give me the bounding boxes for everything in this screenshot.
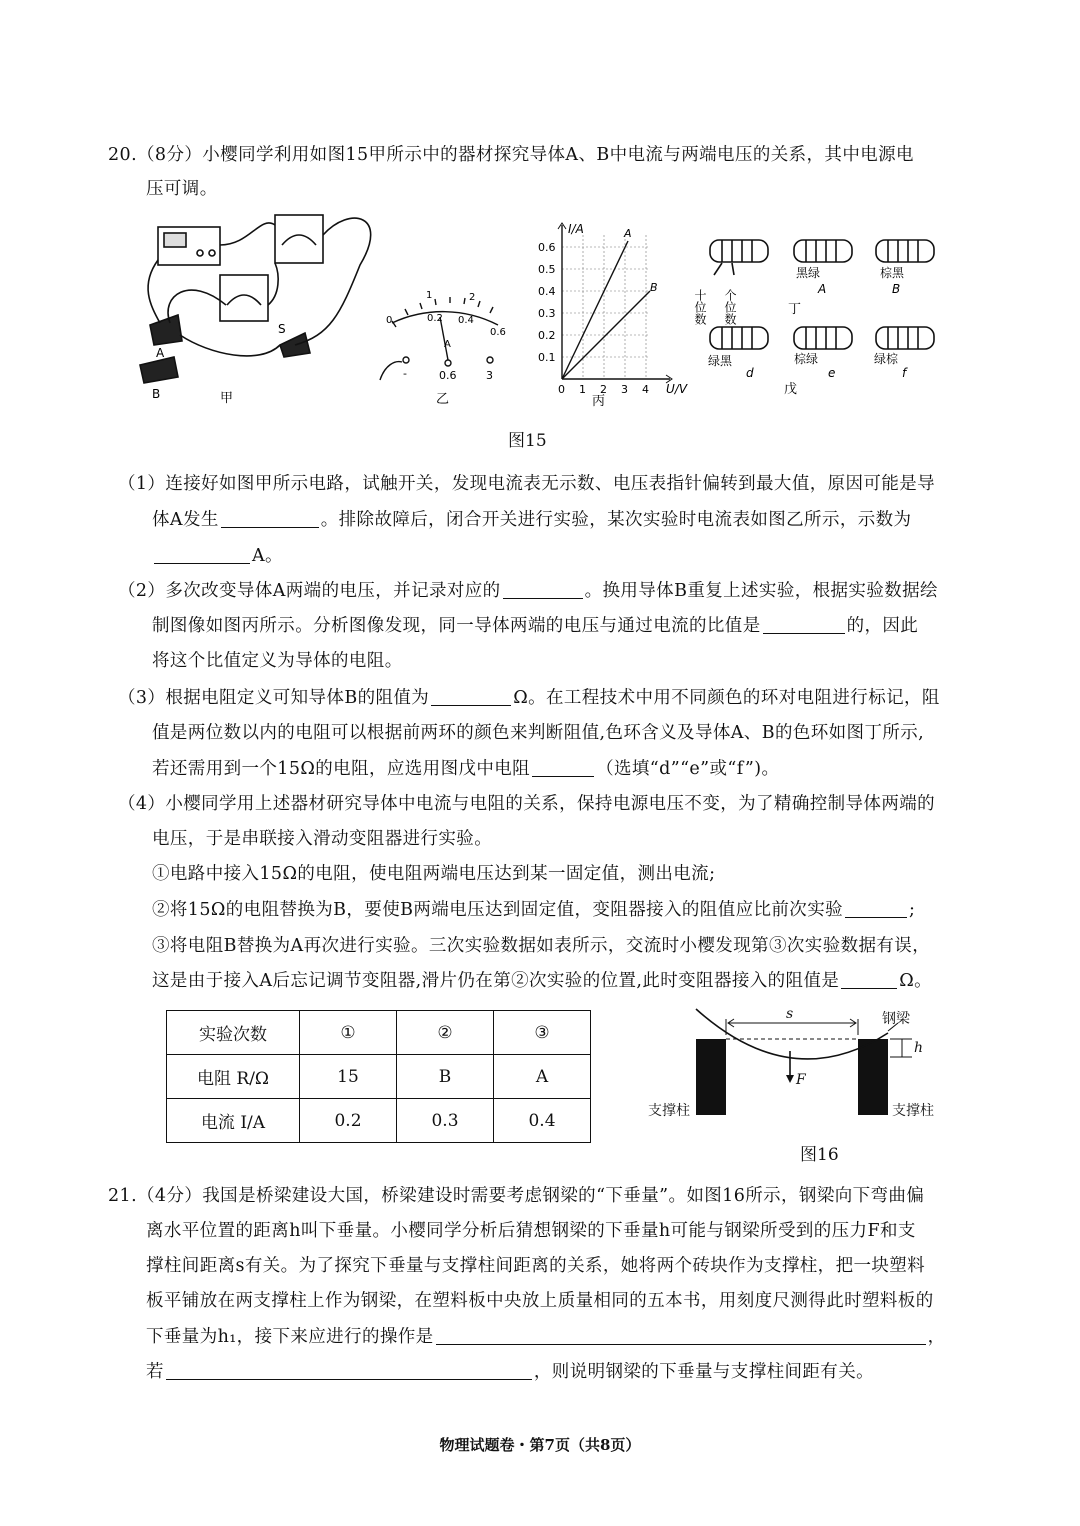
graph-xtick: 4	[642, 383, 649, 396]
q20-part4-step3-cont	[152, 969, 932, 993]
q20-part1-line3	[152, 544, 283, 568]
ammeter-tick-0.6: 0.6	[490, 327, 506, 338]
graph-xtick: 2	[600, 383, 607, 396]
circuit-diagram-jia	[140, 215, 371, 383]
q21-text-d: ，则说明钢梁的下垂量与支撑柱间距有关。	[533, 1362, 875, 1382]
graph-xtick: 0	[558, 383, 565, 396]
ring-A-name: A	[818, 282, 827, 296]
table-row	[167, 1011, 591, 1055]
q20-part2-text-c: 制图像如图丙所示。分析图像发现，同一导体两端的电压与通过电流的比值是	[152, 616, 761, 636]
table-cell: B	[397, 1055, 494, 1099]
q21-line2: 离水平位置的距离h叫下垂量。小樱同学分析后猜想钢梁的下垂量h可能与钢梁所受到的压力F和支	[146, 1221, 916, 1241]
table-row	[167, 1099, 591, 1143]
q20-part4-text-b: ;	[909, 900, 916, 920]
table-cell: 0.4	[494, 1099, 591, 1143]
q21-line3: 撑柱间距离s有关。为了探究下垂量与支撑柱间距离的关系，她将两个砖块作为支撑柱，把一块塑料	[146, 1256, 926, 1276]
ring-f-colors: 绿棕	[874, 352, 899, 366]
fig16-beam-label: 钢梁	[882, 1011, 910, 1027]
ammeter-tick-0.2: 0.2	[427, 313, 443, 324]
q20-part2-text-d: 的，因此	[846, 616, 919, 636]
q21-line5	[146, 1325, 946, 1349]
answer-blank-5[interactable]	[431, 687, 511, 706]
table-cell: A	[494, 1055, 591, 1099]
ring-B-name: B	[892, 282, 901, 296]
q20-part3-text-c: 若还需用到一个15Ω的电阻，应选用图戊中电阻	[152, 759, 531, 779]
graph-ytick: 0.4	[538, 285, 556, 298]
q20-part4-line2: 电压，于是串联接入滑动变阻器进行实验。	[152, 829, 493, 849]
graph-ytick: 0.2	[538, 329, 556, 342]
answer-blank-3[interactable]	[503, 580, 583, 599]
fig16-s-label: s	[786, 1006, 794, 1022]
table-cell: 电阻 R/Ω	[167, 1055, 300, 1099]
answer-blank-10[interactable]	[166, 1361, 532, 1380]
table-row	[167, 1055, 591, 1099]
fig16-right-post-label: 支撑柱	[892, 1103, 934, 1119]
table-cell: 15	[300, 1055, 397, 1099]
table-cell: 0.3	[397, 1099, 494, 1143]
page-footer: 物理试题卷・第7页（共8页）	[439, 1436, 641, 1454]
q20-part2-text-b: 。换用导体B重复上述实验，根据实验数据绘	[584, 581, 938, 601]
ring-one-digit-label: 个位数	[723, 289, 737, 325]
iu-graph-bing	[558, 223, 672, 383]
q20-part2-text-a: （2）多次改变导体A两端的电压，并记录对应的	[118, 581, 501, 601]
label-wu: 戊	[784, 382, 798, 397]
q21-line1: 21.（4分）我国是桥梁建设大国，桥梁建设时需要考虑钢梁的“下垂量”。如图16所示，钢梁向下弯曲偏	[108, 1186, 925, 1206]
q20-part4-step1: ①电路中接入15Ω的电阻，使电阻两端电压达到某一固定值，测出电流;	[152, 864, 716, 884]
q20-part1-text-a: 体A发生	[152, 510, 219, 530]
answer-blank-2[interactable]	[154, 545, 250, 564]
experiment-data-table	[166, 1010, 591, 1143]
graph-ytick: 0.1	[538, 351, 556, 364]
ring-B-colors: 棕黑	[880, 266, 905, 280]
figure-16-caption: 图16	[800, 1145, 839, 1165]
q20-part3-line1	[118, 686, 940, 710]
answer-blank-8[interactable]	[841, 970, 897, 989]
ring-d-name: d	[746, 366, 754, 380]
figure-15	[130, 205, 950, 415]
table-cell: 0.2	[300, 1099, 397, 1143]
ammeter-terminal-3: 3	[486, 369, 493, 382]
ammeter-terminal-neg: -	[403, 367, 407, 380]
q20-part1-line2	[152, 508, 911, 532]
ammeter-tick-0.4: 0.4	[458, 315, 474, 326]
graph-ytick: 0.5	[538, 263, 556, 276]
graph-line-B-label: B	[650, 281, 658, 294]
q20-part1-line1: （1）连接好如图甲所示电路，试触开关，发现电流表无示数、电压表指针偏转到最大值，原因可能是导	[118, 474, 936, 494]
graph-xtick: 1	[579, 383, 586, 396]
label-bing: 丙	[592, 394, 606, 409]
ammeter-tick-1: 1	[426, 290, 433, 301]
ring-e-name: e	[828, 366, 836, 380]
answer-blank-9[interactable]	[436, 1326, 926, 1345]
graph-ytick: 0.6	[538, 241, 556, 254]
answer-blank-1[interactable]	[221, 509, 319, 528]
q20-part4-text-a: ②将15Ω的电阻替换为B，要使B两端电压达到固定值，变阻器接入的阻值应比前次实验	[152, 900, 843, 920]
ammeter-terminal-0.6: 0.6	[439, 369, 457, 382]
answer-blank-4[interactable]	[763, 615, 845, 634]
q20-part4-step3: ③将电阻B替换为A再次进行实验。三次实验数据如表所示，交流时小樱发现第③次实验数据有误，	[152, 936, 931, 956]
fig16-left-post-label: 支撑柱	[648, 1103, 690, 1119]
q21-line4: 板平铺放在两支撑柱上作为钢梁，在塑料板中央放上质量相同的五本书，用刻度尺测得此时塑料板的	[146, 1291, 934, 1311]
graph-xlabel: U/V	[666, 382, 688, 396]
ring-A-colors: 黑绿	[796, 266, 821, 280]
q21-line6	[146, 1360, 874, 1384]
q20-part3-line3	[152, 757, 779, 781]
label-ding: 丁	[788, 302, 802, 317]
q21-text-b: ，	[927, 1327, 946, 1347]
graph-xtick: 3	[621, 383, 628, 396]
label-A-jia: A	[156, 346, 165, 360]
ring-ten-digit-label: 十位数	[693, 289, 707, 325]
q20-part3-text-a: （3）根据电阻定义可知导体B的阻值为	[118, 688, 430, 708]
graph-line-A-label: A	[624, 227, 632, 240]
q20-part4-text-c: 这是由于接入A后忘记调节变阻器,滑片仍在第②次实验的位置,此时变阻器接入的阻值是	[152, 971, 840, 991]
q20-part3-text-d: （选填“d”“e”或“f”)。	[596, 759, 780, 779]
table-header-cell: ①	[300, 1011, 397, 1055]
ring-d-colors: 绿黑	[708, 354, 733, 368]
ammeter-tick-0: 0	[386, 315, 393, 326]
q20-part2-line3: 将这个比值定义为导体的电阻。	[152, 651, 403, 671]
q20-part3-text-b: Ω。在工程技术中用不同颜色的环对电阻进行标记，阻	[513, 688, 940, 708]
q20-title: 20.（8分）小樱同学利用如图15甲所示中的器材探究导体A、B中电流与两端电压的关系，其中电源电	[108, 145, 914, 165]
q20-part4-step2	[152, 898, 915, 922]
label-jia: 甲	[220, 391, 234, 406]
q20-part4-text-d: Ω。	[899, 971, 933, 991]
table-cell: 电流 I/A	[167, 1099, 300, 1143]
q20-part2-line1	[118, 579, 938, 603]
label-yi: 乙	[436, 392, 450, 407]
answer-blank-7[interactable]	[845, 899, 907, 918]
ammeter-tick-2: 2	[469, 292, 476, 303]
q20-part1-text-b: 。排除故障后，闭合开关进行实验，某次实验时电流表如图乙所示，示数为	[320, 510, 912, 530]
ring-e-colors: 棕绿	[794, 352, 819, 366]
q21-text-a: 下垂量为h₁，接下来应进行的操作是	[146, 1327, 434, 1347]
q20-part1-unit: A。	[252, 546, 283, 566]
graph-ytick: 0.3	[538, 307, 556, 320]
ammeter-dial-yi	[380, 297, 498, 380]
fig16-h-label: h	[914, 1040, 924, 1056]
graph-ylabel: I/A	[568, 222, 584, 236]
ammeter-pointer-label: A	[444, 339, 451, 350]
q21-text-c: 若	[146, 1362, 164, 1382]
table-header-cell: ③	[494, 1011, 591, 1055]
answer-blank-6[interactable]	[532, 758, 594, 777]
table-header-cell: 实验次数	[167, 1011, 300, 1055]
q20-title-cont: 压可调。	[146, 179, 218, 199]
label-S: S	[278, 322, 286, 336]
q20-part3-line2: 值是两位数以内的电阻可以根据前两环的颜色来判断阻值,色环含义及导体A、B的色环如图丁所示,	[152, 723, 925, 743]
q20-part2-line2	[152, 614, 918, 638]
q20-part4-line1: （4）小樱同学用上述器材研究导体中电流与电阻的关系，保持电源电压不变，为了精确控制导体两端的	[118, 794, 936, 814]
fig16-F-label: F	[796, 1072, 806, 1088]
label-B-jia: B	[152, 387, 161, 401]
table-header-cell: ②	[397, 1011, 494, 1055]
figure-15-caption: 图15	[508, 431, 547, 451]
ring-f-name: f	[902, 366, 907, 380]
